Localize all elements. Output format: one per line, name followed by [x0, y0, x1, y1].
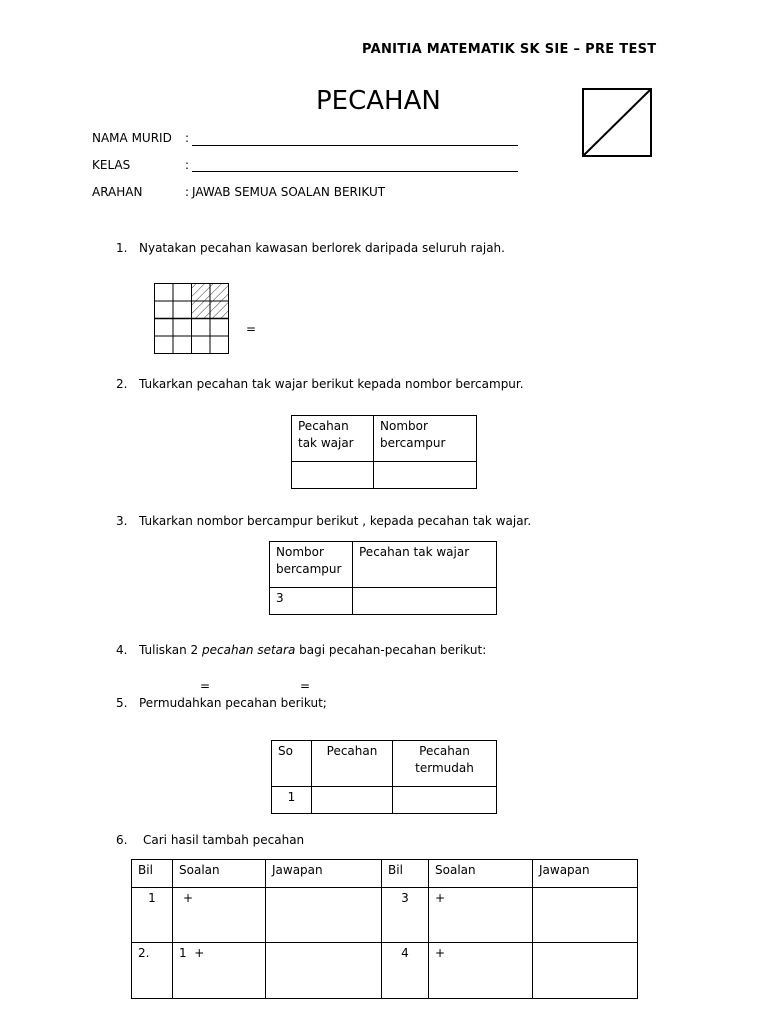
q4-equals-2: =	[300, 679, 311, 693]
q1-text: Nyatakan pecahan kawasan berlorek daripada seluruh rajah.	[139, 241, 505, 255]
q6-header-jawapan-1: Jawapan	[266, 860, 382, 888]
q6-row1-soalan: +	[173, 888, 266, 943]
header-text: PANITIA MATEMATIK SK SIE – PRE TEST	[362, 42, 657, 57]
q5-table	[271, 740, 497, 814]
q6-row2-bil: 2.	[132, 943, 173, 999]
q3-text: Tukarkan nombor bercampur berikut , kepada pecahan tak wajar.	[139, 514, 532, 528]
q5-cell-2	[312, 787, 393, 814]
q2-text: Tukarkan pecahan tak wajar berikut kepada nombor bercampur.	[139, 377, 524, 391]
q3-number: 3.	[116, 514, 128, 528]
q4-text-pre: Tuliskan 2	[139, 643, 202, 657]
q6-row2-jawapan-2[interactable]	[533, 943, 638, 999]
q6-number: 6.	[116, 833, 128, 847]
q5-number: 5.	[116, 696, 128, 710]
arahan-value: JAWAB SEMUA SOALAN BERIKUT	[192, 185, 386, 199]
q6-header-jawapan-2: Jawapan	[533, 860, 638, 888]
q6-row1-jawapan-2[interactable]	[533, 888, 638, 943]
q2-header-2: Nombor bercampur	[374, 416, 477, 462]
q4-number: 4.	[116, 643, 128, 657]
q6-row1-bil-2: 3	[382, 888, 429, 943]
q5-cell-1: 1	[272, 787, 312, 814]
q5-answer-cell[interactable]	[393, 787, 497, 814]
q6-row2-jawapan[interactable]	[266, 943, 382, 999]
q6-row2-soalan: 1 +	[173, 943, 266, 999]
field-label-nama: NAMA MURID	[92, 131, 172, 145]
kelas-answer-line[interactable]	[192, 171, 518, 172]
q6-row1-jawapan[interactable]	[266, 888, 382, 943]
q3-table	[269, 541, 497, 615]
q6-table	[131, 859, 638, 999]
q6-header-bil-1: Bil	[132, 860, 173, 888]
score-box	[582, 88, 654, 158]
q5-header-3: Pecahan termudah	[393, 741, 497, 787]
field-sep-nama: :	[185, 131, 190, 145]
q6-header-soalan-2: Soalan	[429, 860, 533, 888]
field-sep-arahan: :	[185, 185, 190, 199]
q3-cell-1: 3	[270, 588, 353, 615]
q2-answer-cell-2[interactable]	[374, 462, 477, 489]
q2-header-1: Pecahan tak wajar	[292, 416, 374, 462]
q2-number: 2.	[116, 377, 128, 391]
field-sep-kelas: :	[185, 158, 190, 172]
field-label-kelas: KELAS	[92, 158, 131, 172]
q4-text-em: pecahan setara	[202, 643, 296, 657]
q2-table	[291, 415, 477, 489]
q6-row1-bil: 1	[132, 888, 173, 943]
q3-header-1: Nombor bercampur	[270, 542, 353, 588]
q1-shaded-grid	[154, 283, 230, 355]
q6-header-soalan-1: Soalan	[173, 860, 266, 888]
field-label-arahan: ARAHAN	[92, 185, 143, 199]
q5-header-1: So	[272, 741, 312, 787]
nama-answer-line[interactable]	[192, 145, 518, 146]
q5-header-2: Pecahan	[312, 741, 393, 787]
q5-text: Permudahkan pecahan berikut;	[139, 696, 327, 710]
q4-equals-1: =	[200, 679, 211, 693]
q6-row2-bil-2: 4	[382, 943, 429, 999]
q3-answer-cell[interactable]	[353, 588, 497, 615]
q6-text: Cari hasil tambah pecahan	[143, 833, 305, 847]
q3-header-2: Pecahan tak wajar	[353, 542, 497, 588]
q2-answer-cell-1[interactable]	[292, 462, 374, 489]
q1-equals: =	[246, 322, 257, 336]
q1-number: 1.	[116, 241, 128, 255]
q6-header-bil-2: Bil	[382, 860, 429, 888]
q6-row1-soalan-2: +	[429, 888, 533, 943]
q4-text	[139, 643, 486, 657]
q6-row2-soalan-2: +	[429, 943, 533, 999]
page-title: PECAHAN	[316, 86, 441, 116]
q4-text-post: bagi pecahan-pecahan berikut:	[295, 643, 487, 657]
